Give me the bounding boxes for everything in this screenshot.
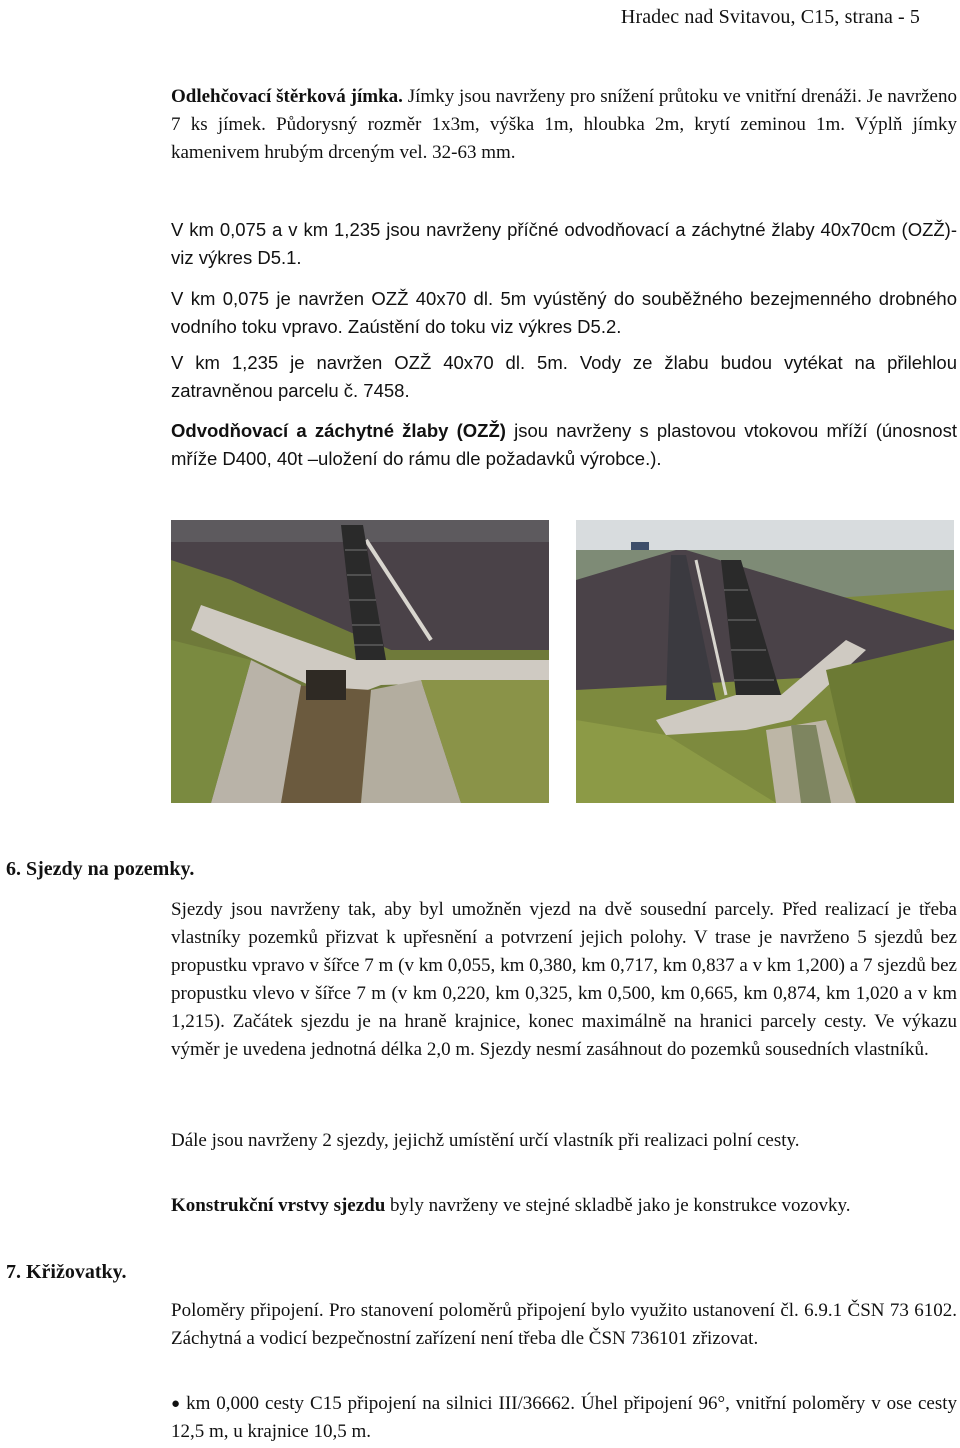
paragraph-km-0075: V km 0,075 je navržen OZŽ 40x70 dl. 5m vyústěný do souběžného bezejmenného drobného vodního toku vpravo. Zaústění do toku viz výkres D5.2.	[171, 288, 957, 337]
paragraph-konstrukce	[171, 1192, 957, 1220]
paragraph-gravel-pit-title: Odlehčovací štěrková jímka.	[171, 86, 403, 107]
paragraph-drainage-intro: V km 0,075 a v km 1,235 jsou navrženy příčné odvodňovací a záchytné žlaby 40x70cm (OZŽ)-viz výkres D5.1.	[171, 219, 957, 268]
paragraph-ozz	[171, 417, 957, 473]
paragraph-km-0000	[171, 1390, 957, 1446]
section-title-sjezdy: 6. Sjezdy na pozemky.	[6, 858, 195, 880]
paragraph-polomery: Poloměry připojení. Pro stanovení poloměrů připojení bylo využito ustanovení čl. 6.9.1 ČSN 73 6102. Záchytná a vodicí bezpečnostní zařízení není třeba dle ČSN 736101 zřizovat.	[171, 1300, 957, 1349]
paragraph-gravel-pit	[171, 83, 957, 167]
paragraph-konstrukce-title: Konstrukční vrstvy sjezdu	[171, 1195, 386, 1216]
paragraph-km-0000-text: km 0,000 cesty C15 připojení na silnici III/36662. Úhel připojení 96°, vnitřní poloměry v ose cesty 12,5 m, u krajnice 10,5 m.	[171, 1393, 957, 1442]
paragraph-sjezdy: Sjezdy jsou navrženy tak, aby byl umožněn vjezd na dvě sousední parcely. Před realizací je třeba vlastníky pozemků přizvat k upřesnění a potvrzení jejich polohy. V trase je navrženo 5 sjezdů bez propustku vpravo v šířce 7 m (v km 0,055, km 0,380, km 0,717, km 0,837 a v km 1,200) a 7 sjezdů bez propustku vlevo v šířce 7 m (v km 0,220, km 0,325, km 0,500, km 0,665, km 0,874, km 1,020 a v km 1,215). Začátek sjezdu je na hraně krajnice, konec maximálně na hranici parcely cesty. Ve výkazu výměr je uvedena jednotná délka 2,0 m. Sjezdy nesmí zasáhnout do pozemků sousedních vlastníků.	[171, 899, 957, 1060]
page-header: Hradec nad Svitavou, C15, strana - 5	[620, 6, 920, 28]
paragraph-extra-sjezdy: Dále jsou navrženy 2 sjezdy, jejichž umístění určí vlastník při realizaci polní cesty.	[171, 1130, 800, 1151]
bullet-icon: ●	[171, 1396, 181, 1412]
photo-drainage-channel-2	[576, 520, 954, 803]
section-title-krizovatky: 7. Křižovatky.	[6, 1261, 127, 1283]
paragraph-konstrukce-text: byly navrženy ve stejné skladbě jako je konstrukce vozovky.	[385, 1195, 851, 1216]
paragraph-gravel-pit-text: Jímky jsou navrženy pro snížení průtoku ve vnitřní drenáži. Je navrženo 7 ks jímek. Půdorysný rozměr 1x3m, výška 1m, hloubka 2m, krytí zeminou 1m. Výplň jímky kamenivem hrubým drceným vel. 32-63 mm.	[171, 86, 957, 163]
paragraph-ozz-title: Odvodňovací a záchytné žlaby (OZŽ)	[171, 420, 506, 441]
photo-drainage-channel-1	[171, 520, 549, 803]
paragraph-ozz-text: jsou navrženy s plastovou vtokovou mříží (únosnost mříže D400, 40t –uložení do rámu dle požadavků výrobce.).	[171, 420, 957, 469]
paragraph-km-1235: V km 1,235 je navržen OZŽ 40x70 dl. 5m. Vody ze žlabu budou vytékat na přilehlou zatravněnou parcelu č. 7458.	[171, 352, 957, 401]
